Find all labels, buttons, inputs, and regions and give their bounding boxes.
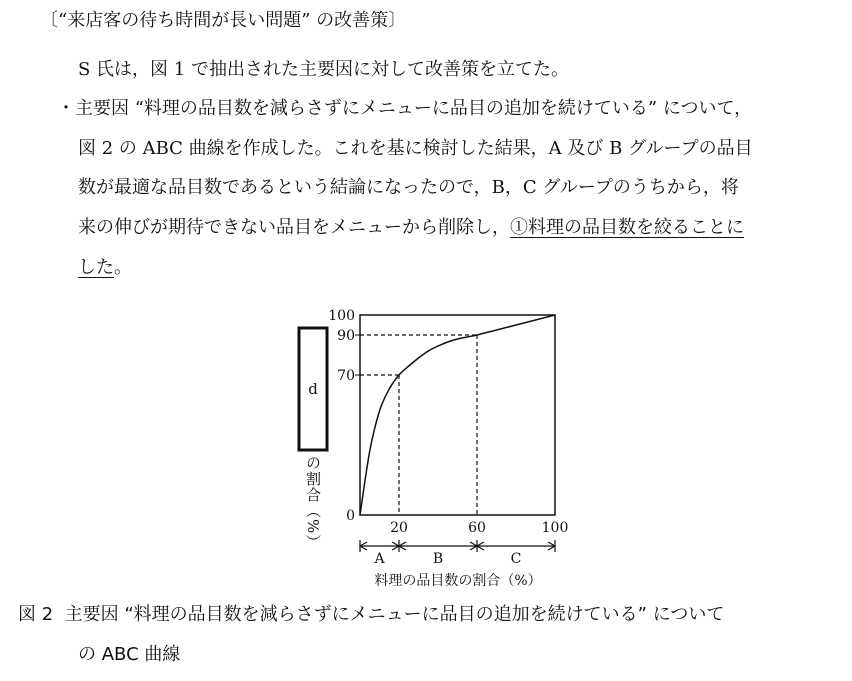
x-tick-label-60: 60 <box>468 520 486 536</box>
figure-caption-line-1 <box>18 600 724 626</box>
group-label-C: C <box>510 551 522 567</box>
group-label-B: B <box>432 551 444 567</box>
group-A-arrow-right <box>392 542 399 550</box>
x-axis-label: 料理の品目数の割合（%） <box>374 573 542 589</box>
paragraph-line-4 <box>78 213 744 239</box>
y-tick-label-70: 70 <box>337 368 355 384</box>
figure-number: 図 2 <box>18 604 54 625</box>
underlined-phrase-1: ①料理の品目数を絞ることに <box>510 217 744 238</box>
group-A-arrow-left <box>360 542 367 550</box>
group-B-arrow-right <box>470 542 477 550</box>
underlined-phrase-2: した <box>78 257 114 278</box>
bullet-mark: ・ <box>57 98 75 119</box>
intro-sentence: S 氏は，図 1 で抽出された主要因に対して改善策を立てた。 <box>78 59 569 80</box>
y-tick-label-100: 100 <box>328 308 355 324</box>
paragraph-line-5 <box>78 253 132 279</box>
paragraph-line-2: 図 2 の ABC 曲線を作成した。これを基に検討した結果，A 及び B グループの品目 <box>78 138 753 159</box>
y-axis-label-box-text: d <box>308 380 318 398</box>
figure-caption-line-2: の ABC 曲線 <box>78 644 181 665</box>
plot-frame <box>360 315 555 515</box>
line-5-end: 。 <box>114 257 132 278</box>
x-tick-label-100: 100 <box>541 520 569 536</box>
line-4-plain: 来の伸びが期待できない品目をメニューから削除し， <box>78 217 510 238</box>
group-B-arrow-left <box>399 542 406 550</box>
group-label-A: A <box>374 551 385 567</box>
paragraph-line-3: 数が最適な品目数であるという結論になったので，B，C グループのうちから，将 <box>78 177 739 198</box>
y-axis-label-box <box>299 328 327 450</box>
group-C-arrow-left <box>477 542 484 550</box>
bullet-text: 主要因 “料理の品目数を減らさずにメニューに品目の追加を続けている” について， <box>75 98 753 119</box>
y-tick-label-0: 0 <box>346 508 355 524</box>
x-tick-label-20: 20 <box>390 520 408 536</box>
section-heading: 〔“来店客の待ち時間が長い問題” の改善策〕 <box>40 10 407 31</box>
abc-curve <box>360 315 555 515</box>
figure-caption-text: 主要因 “料理の品目数を減らさずにメニューに品目の追加を続けている” について <box>64 604 725 625</box>
bullet-paragraph-line-1 <box>57 94 752 120</box>
y-axis-label-text: の割合（%） <box>304 455 322 551</box>
y-tick-label-90: 90 <box>337 328 355 344</box>
group-C-arrow-right <box>548 542 555 550</box>
